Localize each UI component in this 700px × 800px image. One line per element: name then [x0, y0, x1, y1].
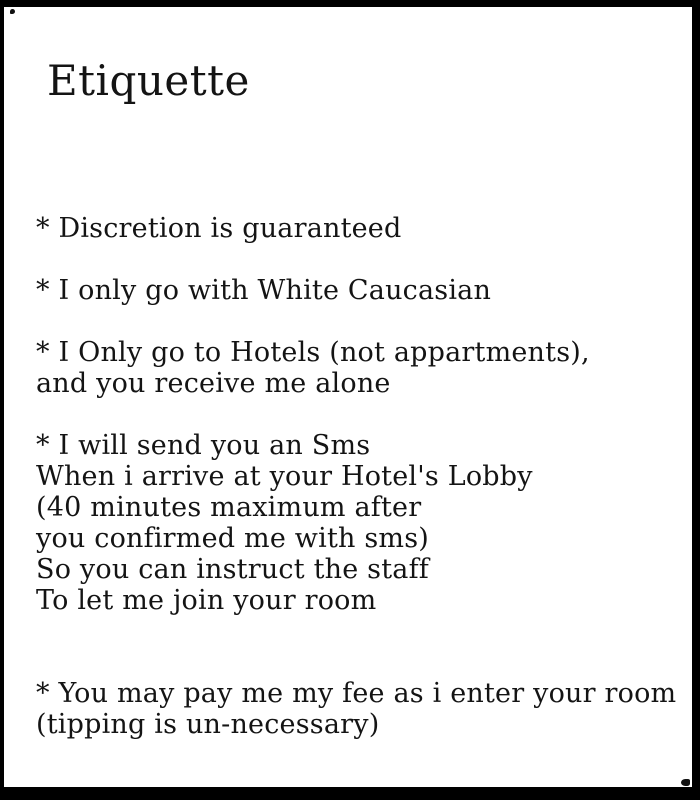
- rule-paragraph: [36, 430, 682, 616]
- rule-line: When i arrive at your Hotel's Lobby: [36, 461, 533, 492]
- rule-line: and you receive me alone: [36, 368, 391, 399]
- rule-line: you confirmed me with sms): [36, 523, 430, 554]
- rule-line: So you can instruct the staff: [36, 554, 429, 585]
- page-title: Etiquette: [47, 56, 250, 105]
- rule-line: * I Only go to Hotels (not appartments),: [36, 337, 590, 368]
- rule-paragraph: [36, 275, 682, 306]
- speck-artifact-top-left: [10, 9, 15, 14]
- rule-line: * I only go with White Caucasian: [36, 275, 492, 306]
- rule-line: (tipping is un-necessary): [36, 709, 380, 740]
- document-page: [4, 7, 692, 787]
- rule-paragraph: [36, 213, 682, 244]
- rule-paragraph: [36, 678, 682, 740]
- rule-line: To let me join your room: [36, 585, 377, 616]
- rule-line: * I will send you an Sms: [36, 430, 371, 461]
- rule-line: * You may pay me my fee as i enter your room: [36, 678, 677, 709]
- rule-paragraph: [36, 337, 682, 399]
- speck-artifact-bottom-right: [681, 779, 690, 786]
- rule-line: * Discretion is guaranteed: [36, 213, 402, 244]
- rule-line: (40 minutes maximum after: [36, 492, 422, 523]
- etiquette-rules-list: [36, 213, 682, 771]
